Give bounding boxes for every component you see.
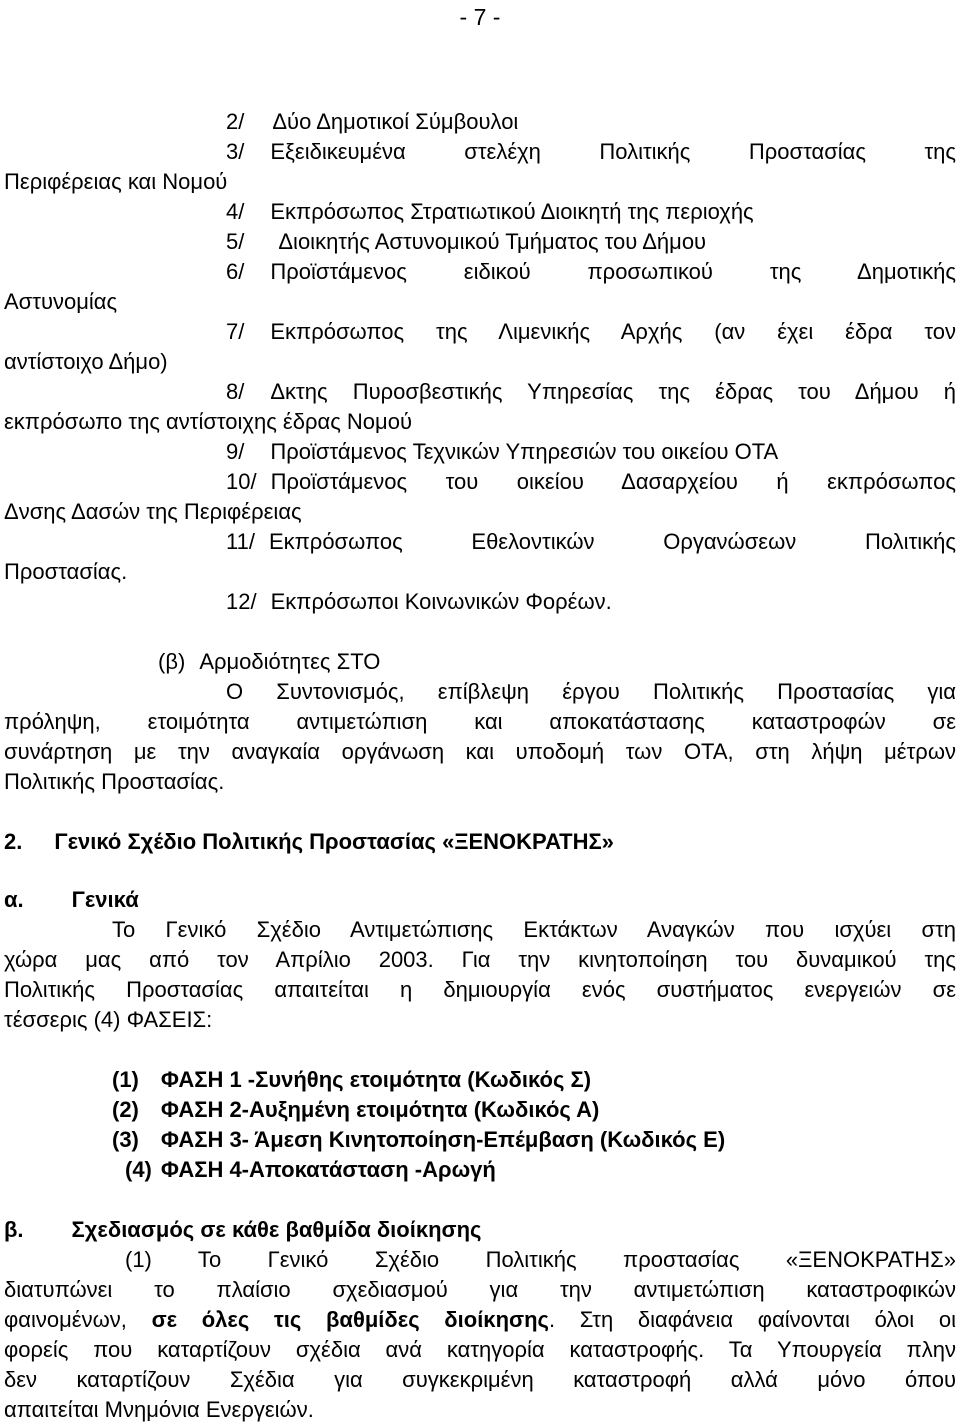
page-number: - 7 -: [459, 4, 501, 30]
list-item: 10/ Προϊστάμενος του οικείου Δασαρχείου ή εκπρόσωπος: [226, 469, 956, 494]
list-item: 12/ Εκπρόσωποι Κοινωνικών Φορέων.: [226, 589, 612, 614]
list-item: 4/ Εκπρόσωπος Στρατιωτικού Διοικητή της περιοχής: [226, 199, 754, 224]
phase-item: (3) ΦΑΣΗ 3- Άμεση Κινητοποίηση-Επέμβαση (Κωδικός Ε): [112, 1127, 726, 1152]
list-item: 3/ Εξειδικευμένα στελέχη Πολιτικής Προστασίας της: [226, 139, 956, 164]
paragraph-line: δεν καταρτίζουν Σχέδια για συγκεκριμένη καταστροφή αλλά μόνο όπου: [4, 1367, 956, 1392]
paragraph-line: πρόληψη, ετοιμότητα αντιμετώπιση και αποκατάστασης καταστροφών σε: [4, 709, 956, 734]
phase-item: (2) ΦΑΣΗ 2-Αυξημένη ετοιμότητα (Κωδικός Α): [112, 1097, 600, 1122]
list-item-continuation: Προστασίας.: [4, 559, 128, 584]
paragraph-line: τέσσερις (4) ΦΑΣΕΙΣ:: [4, 1007, 213, 1032]
section-heading: 2. Γενικό Σχέδιο Πολιτικής Προστασίας «ΞΕΝΟΚΡΑΤΗΣ»: [4, 829, 614, 854]
subsection-heading: β. Σχεδιασμός σε κάθε βαθμίδα διοίκησης: [4, 1217, 482, 1242]
list-item-continuation: αντίστοιχο Δήμο): [4, 349, 168, 374]
subsection-heading: α. Γενικά: [4, 887, 139, 912]
paragraph-line: φαινομένων, σε όλες τις βαθμίδες διοίκησης. Στη διαφάνεια φαίνονται όλοι οι: [4, 1307, 956, 1332]
list-item: 7/ Εκπρόσωπος της Λιμενικής Αρχής (αν έχει έδρα τον: [226, 319, 956, 344]
paragraph-line: Πολιτικής Προστασίας απαιτείται η δημιουργία ενός συστήματος ενεργειών σε: [4, 977, 956, 1002]
paragraph-line: φορείς που καταρτίζουν σχέδια ανά κατηγορία καταστροφής. Τα Υπουργεία πλην: [4, 1337, 956, 1362]
paragraph-line: (1) Το Γενικό Σχέδιο Πολιτικής προστασίας «ΞΕΝΟΚΡΑΤΗΣ»: [125, 1247, 956, 1272]
paragraph-line: χώρα μας από τον Απρίλιο 2003. Για την κινητοποίηση του δυναμικού της: [4, 947, 956, 972]
phase-item: (1) ΦΑΣΗ 1 -Συνήθης ετοιμότητα (Κωδικός Σ): [112, 1067, 592, 1092]
paragraph-line: συνάρτηση με την αναγκαία οργάνωση και υποδομή των ΟΤΑ, στη λήψη μέτρων: [4, 739, 956, 764]
paragraph-line: διατυπώνει το πλαίσιο σχεδιασμού για την αντιμετώπιση καταστροφικών: [4, 1277, 956, 1302]
paragraph-line: Το Γενικό Σχέδιο Αντιμετώπισης Εκτάκτων Αναγκών που ισχύει στη: [112, 917, 956, 942]
subsection-heading: (β) Αρμοδιότητες ΣΤΟ: [158, 649, 381, 674]
list-item: 8/ Δκτης Πυροσβεστικής Υπηρεσίας της έδρας του Δήμου ή: [226, 379, 956, 404]
list-item: 11/ Εκπρόσωπος Εθελοντικών Οργανώσεων Πολιτικής: [226, 529, 956, 554]
paragraph-line: απαιτείται Μνημόνια Ενεργειών.: [4, 1397, 314, 1422]
list-item-continuation: Περιφέρειας και Νομού: [4, 169, 228, 194]
list-item-continuation: Δνσης Δασών της Περιφέρειας: [4, 499, 302, 524]
list-item: 5/ Διοικητής Αστυνομικού Τμήματος του Δήμου: [226, 229, 707, 254]
list-item-continuation: Αστυνομίας: [4, 289, 118, 314]
paragraph-line: Ο Συντονισμός, επίβλεψη έργου Πολιτικής Προστασίας για: [226, 679, 956, 704]
list-item: 6/ Προϊστάμενος ειδικού προσωπικού της Δημοτικής: [226, 259, 956, 284]
list-item: 2/ Δύο Δημοτικοί Σύμβουλοι: [226, 109, 519, 134]
phase-item: (4) ΦΑΣΗ 4-Αποκατάσταση -Αρωγή: [125, 1157, 496, 1182]
list-item-continuation: εκπρόσωπο της αντίστοιχης έδρας Νομού: [4, 409, 412, 434]
paragraph-line: Πολιτικής Προστασίας.: [4, 769, 225, 794]
list-item: 9/ Προϊστάμενος Τεχνικών Υπηρεσιών του οικείου ΟΤΑ: [226, 439, 779, 464]
